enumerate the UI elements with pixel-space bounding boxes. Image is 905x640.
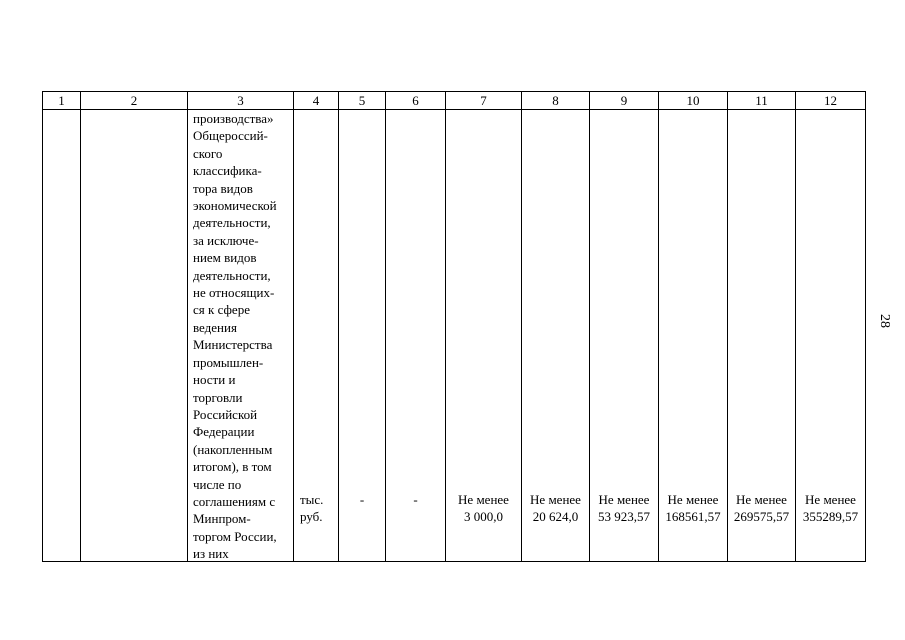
value-qualifier: Не менее [598,492,650,507]
column-number-4: 4 [294,92,339,110]
description-line: Российской [193,406,258,422]
description-line: из них [193,546,229,562]
description-line: (накопленным [193,441,273,457]
value-number: 168561,57 [665,509,721,525]
value-number: 269575,57 [733,509,790,525]
value-text [730,491,793,526]
description-line: соглашениям с [193,493,276,509]
cell-value-col-9 [590,110,659,562]
cell-value-col-12 [796,110,866,562]
col-6-value [388,491,443,508]
indicator-description-text [193,110,290,562]
description-line: Минпром- [193,511,251,527]
value-number: 20 624,0 [532,509,579,525]
description-line: деятельности, [193,215,271,231]
column-number-11: 11 [728,92,796,110]
description-line: Федерации [193,424,255,440]
value-text [798,491,863,526]
page-number: 28 [877,314,892,328]
unit-line-1: тыс. [300,492,324,507]
table-row [43,110,866,562]
description-line: Министерства [193,337,273,353]
description-line: нием видов [193,250,257,266]
table-header-row [43,92,866,110]
column-number-2: 2 [81,92,188,110]
description-line: торговли [193,389,243,405]
cell-value-col-7 [446,110,522,562]
value-text [592,491,656,526]
value-qualifier: Не менее [805,492,856,507]
description-line: экономической [193,198,277,214]
description-line: ского [193,145,223,161]
description-line: за исключе- [193,232,259,248]
cell-col-5 [339,110,386,562]
description-line: итогом), в том [193,459,272,475]
cell-value-col-10 [659,110,728,562]
value-number: 355289,57 [802,509,859,525]
description-line: производства» [193,111,274,126]
column-number-5: 5 [339,92,386,110]
column-number-1: 1 [43,92,81,110]
description-line: торгом России, [193,528,277,544]
dash-value: - [359,492,365,507]
description-line: промышлен- [193,354,264,370]
description-line: тора видов [193,180,253,196]
cell-col-1 [43,110,81,562]
description-line: ности и [193,372,236,388]
value-number: 53 923,57 [598,509,650,525]
description-line: деятельности, [193,267,271,283]
description-line: ся к сфере [193,302,250,318]
value-text [524,491,587,526]
value-text [661,491,725,526]
description-line: классифика- [193,163,262,179]
unit-line-2: руб. [300,509,323,525]
value-number: 3 000,0 [464,509,503,525]
cell-value-col-11 [728,110,796,562]
description-line: числе по [193,476,242,492]
cell-unit [294,110,339,562]
column-number-6: 6 [386,92,446,110]
description-line: Общероссий- [193,128,268,144]
value-text [448,491,519,526]
value-qualifier: Не менее [667,492,719,507]
value-qualifier: Не менее [736,492,787,507]
description-line: не относящих- [193,285,275,301]
description-line: ведения [193,319,237,335]
cell-indicator-description [188,110,294,562]
column-number-10: 10 [659,92,728,110]
column-number-7: 7 [446,92,522,110]
value-qualifier: Не менее [530,492,581,507]
value-qualifier: Не менее [458,492,509,507]
column-number-8: 8 [522,92,590,110]
column-number-3: 3 [188,92,294,110]
column-number-12: 12 [796,92,866,110]
cell-value-col-8 [522,110,590,562]
dash-value: - [413,492,418,507]
col-5-value [341,491,383,508]
cell-col-2 [81,110,188,562]
indicator-table [42,91,866,562]
cell-col-6 [386,110,446,562]
column-number-9: 9 [590,92,659,110]
unit-text [300,491,336,526]
